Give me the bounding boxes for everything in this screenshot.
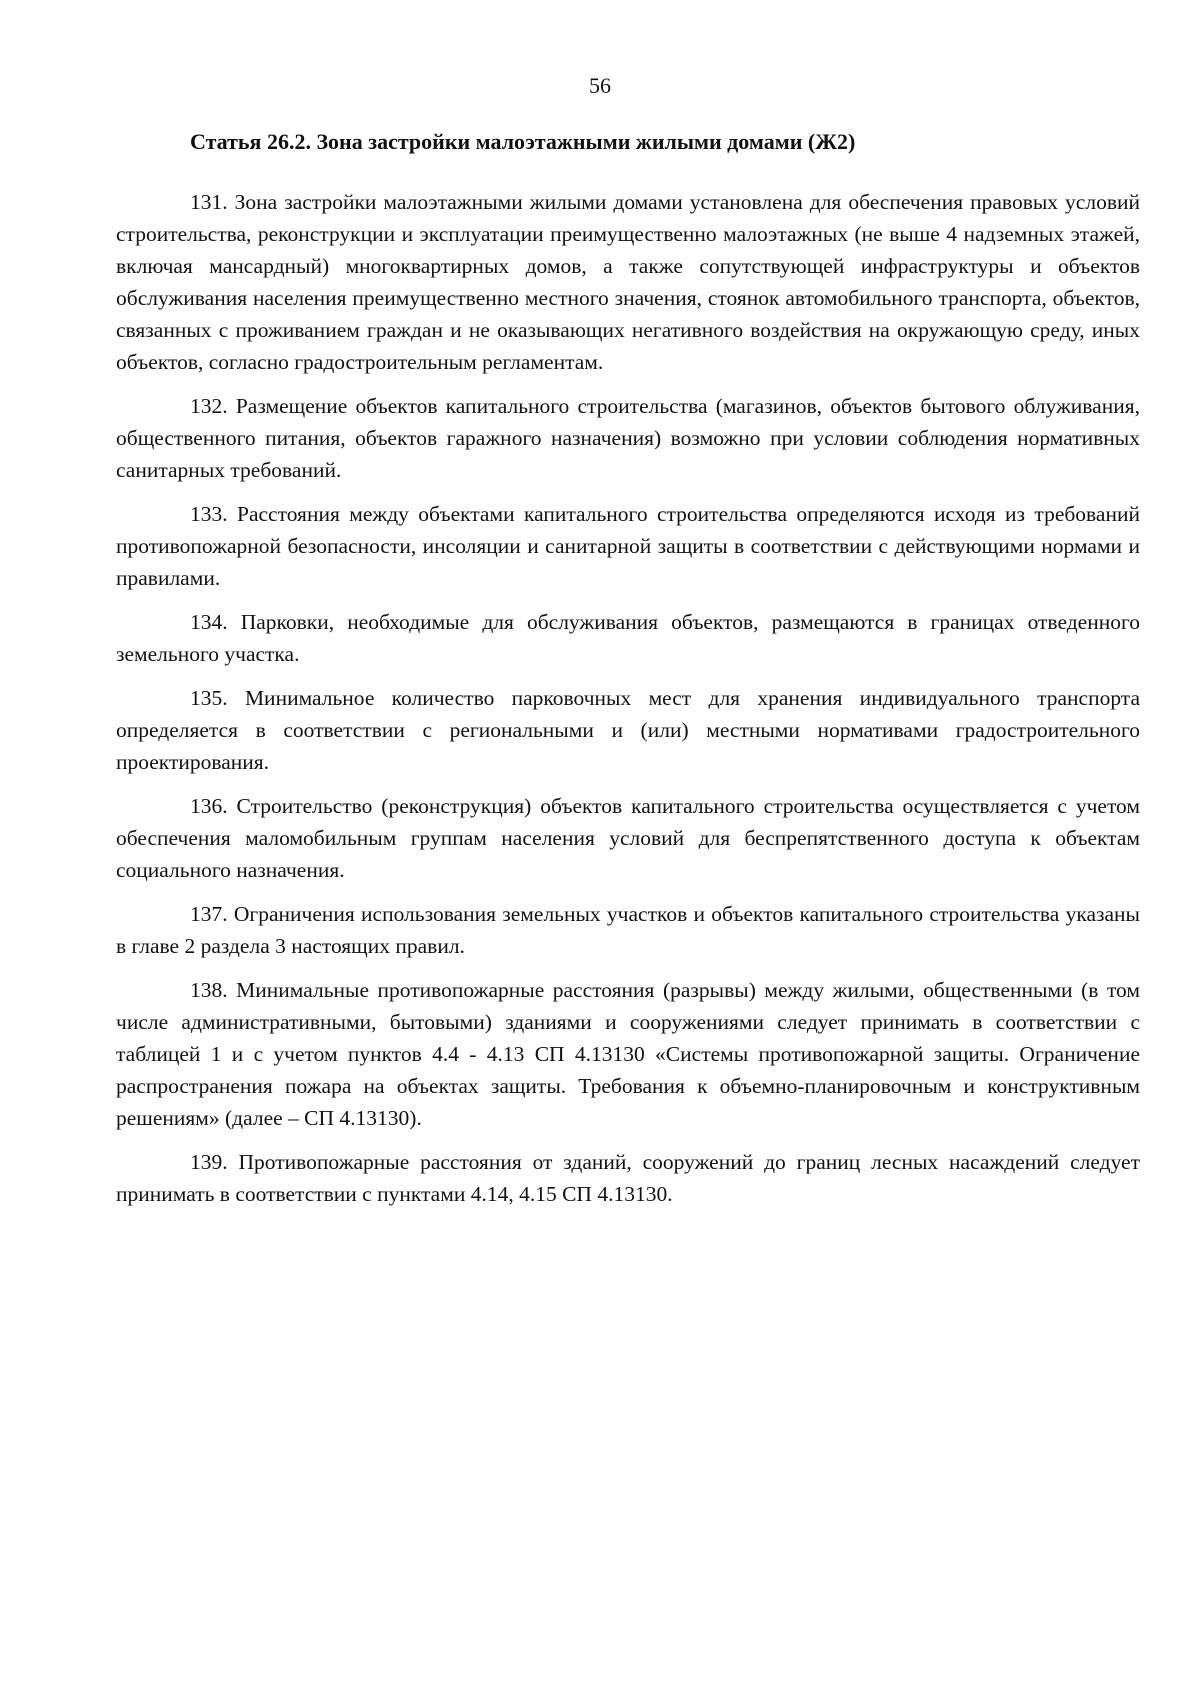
paragraph-138: 138. Минимальные противопожарные расстояния (разрывы) между жилыми, общественными (в том числе административными, бытовыми) зданиями и сооружениями следует принимать в соответствии с таблицей 1 и с учетом пунктов 4.4 - 4.13 СП 4.13130 «Системы противопожарной защиты. Ограничение распространения пожара на объектах защиты. Требования к объемно-планировочным и конструктивным решениям» (далее – СП 4.13130). bbox=[116, 978, 1140, 1130]
page-number: 56 bbox=[589, 73, 611, 98]
article-title: Статья 26.2. Зона застройки малоэтажными жилыми домами (Ж2) bbox=[190, 129, 856, 154]
paragraph-136: 136. Строительство (реконструкция) объектов капитального строительства осуществляется с учетом обеспечения маломобильным группам населения условий для беспрепятственного доступа к объектам социального назначения. bbox=[116, 794, 1140, 882]
paragraph-131: 131. Зона застройки малоэтажными жилыми домами установлена для обеспечения правовых условий строительства, реконструкции и эксплуатации преимущественно малоэтажных (не выше 4 надземных этажей, включая мансардный) многоквартирных домов, а также сопутствующей инфраструктуры и объектов обслуживания населения преимущественно местного значения, стоянок автомобильного транспорта, объектов, связанных с проживанием граждан и не оказывающих негативного воздействия на окружающую среду, иных объектов, согласно градостроительным регламентам. bbox=[116, 190, 1140, 374]
article-body bbox=[116, 186, 1140, 1222]
paragraph-134: 134. Парковки, необходимые для обслуживания объектов, размещаются в границах отведенного земельного участка. bbox=[116, 610, 1140, 666]
paragraph-133: 133. Расстояния между объектами капитального строительства определяются исходя из требований противопожарной безопасности, инсоляции и санитарной защиты в соответствии с действующими нормами и правилами. bbox=[116, 502, 1140, 590]
paragraph-135: 135. Минимальное количество парковочных мест для хранения индивидуального транспорта определяется в соответствии с региональными и (или) местными нормативами градостроительного проектирования. bbox=[116, 686, 1140, 774]
paragraph-137: 137. Ограничения использования земельных участков и объектов капитального строительства указаны в главе 2 раздела 3 настоящих правил. bbox=[116, 902, 1140, 958]
paragraph-139: 139. Противопожарные расстояния от зданий, сооружений до границ лесных насаждений следует принимать в соответствии с пунктами 4.14, 4.15 СП 4.13130. bbox=[116, 1150, 1140, 1206]
paragraph-132: 132. Размещение объектов капитального строительства (магазинов, объектов бытового облуживания, общественного питания, объектов гаражного назначения) возможно при условии соблюдения нормативных санитарных требований. bbox=[116, 394, 1140, 482]
